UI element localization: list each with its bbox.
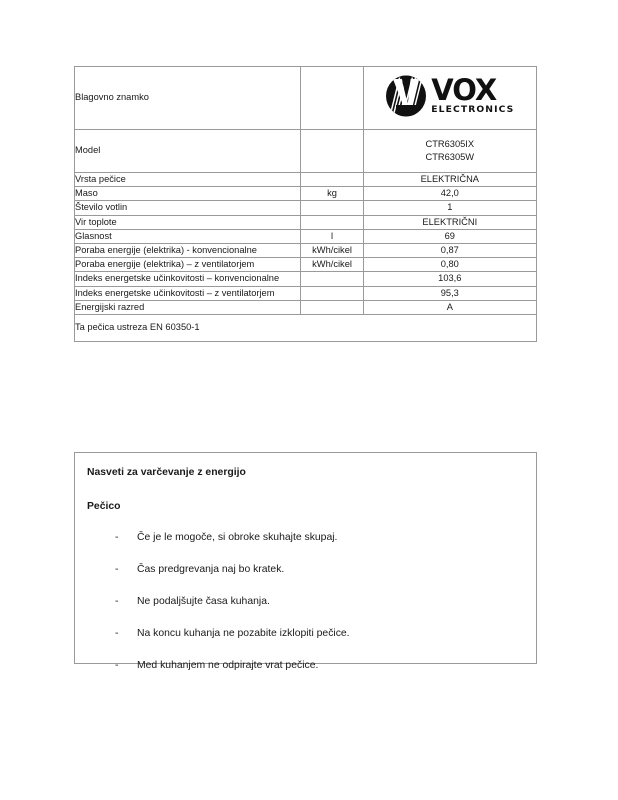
row-unit-energy-class [301,300,363,314]
list-item [85,628,526,639]
table-row-energy-class [75,300,537,314]
tip-text: Ne podaljšujte časa kuhanja. [137,596,270,607]
table-row-oven-type [75,173,537,187]
model-code-primary: CTR6305IX [425,138,475,149]
table-row-model [75,130,537,173]
row-unit-oven-type [301,173,363,187]
specification-table [74,66,537,342]
tip-text: Čas predgrevanja naj bo kratek. [137,564,285,575]
table-row-volume [75,229,537,243]
row-label-cavity-count: Število votlin [75,201,301,215]
tips-title: Nasveti za varčevanje z energijo [87,467,246,478]
row-value-energy-conventional: 0,87 [363,243,536,257]
standard-compliance-note: Ta pečica ustreza EN 60350-1 [75,314,537,341]
vox-logo [385,75,514,117]
row-label-eei-conventional: Indeks energetske učinkovitosti – konvencionalne [75,272,301,286]
row-value-energy-class: A [363,300,536,314]
row-value-eei-conventional: 103,6 [363,272,536,286]
row-value-oven-type: ELEKTRIČNA [363,173,536,187]
specification-table-body [75,67,537,342]
row-value-energy-fan: 0,80 [363,258,536,272]
table-row-eei-fan [75,286,537,300]
list-item [85,596,526,607]
row-unit-eei-fan [301,286,363,300]
list-item [85,564,526,575]
row-value-mass: 42,0 [363,187,536,201]
row-label-energy-class: Energijski razred [75,300,301,314]
table-row-standard-note [75,314,537,341]
row-label-eei-fan: Indeks energetske učinkovitosti – z ventilatorjem [75,286,301,300]
row-unit-energy-fan: kWh/cikel [301,258,363,272]
row-unit-eei-conventional [301,272,363,286]
vox-wordmark-text: VOX [431,73,497,108]
row-unit-mass: kg [301,187,363,201]
row-value-heat-source: ELEKTRIČNI [363,215,536,229]
row-value-volume: 69 [363,229,536,243]
list-item [85,532,526,543]
table-row-energy-fan [75,258,537,272]
tip-text: Na koncu kuhanja ne pozabite izklopiti pečice. [137,628,350,639]
table-row-mass [75,187,537,201]
row-label-brand: Blagovno znamko [75,67,301,130]
bullet-dash: - [115,532,119,543]
energy-saving-tips-box [74,452,537,671]
row-value-cavity-count: 1 [363,201,536,215]
bullet-dash: - [115,660,119,671]
tip-text: Med kuhanjem ne odpirajte vrat pečice. [137,660,319,671]
tips-list [85,532,526,671]
table-row-cavity-count [75,201,537,215]
model-code-secondary: CTR6305W [425,152,475,162]
row-label-oven-type: Vrsta pečice [75,173,301,187]
row-label-energy-fan: Poraba energije (elektrika) – z ventilatorjem [75,258,301,272]
table-row-eei-conventional [75,272,537,286]
row-unit-cavity-count [301,201,363,215]
bullet-dash: - [115,596,119,607]
row-label-mass: Maso [75,187,301,201]
bullet-dash: - [115,564,119,575]
row-label-volume: Glasnost [75,229,301,243]
row-unit-volume: l [301,229,363,243]
vox-tagline-text: ELECTRONICS [431,104,515,116]
vox-circle-v-mark-icon [385,75,427,117]
row-unit-energy-conventional: kWh/cikel [301,243,363,257]
row-label-energy-conventional: Poraba energije (elektrika) - konvencionalne [75,243,301,257]
row-unit-model [301,130,363,173]
table-row-energy-conventional [75,243,537,257]
row-value-eei-fan: 95,3 [363,286,536,300]
row-value-model [363,130,536,173]
table-row-heat-source [75,215,537,229]
bullet-dash: - [115,628,119,639]
tip-text: Če je le mogoče, si obroke skuhajte skupaj. [137,532,338,543]
vox-wordmark [431,73,515,116]
row-label-model: Model [75,130,301,173]
row-unit-brand [301,67,363,130]
table-row-brand [75,67,537,130]
row-unit-heat-source [301,215,363,229]
list-item [85,660,526,671]
tips-subtitle-oven: Pečico [87,501,121,512]
brand-logo-cell [363,67,536,130]
row-label-heat-source: Vir toplote [75,215,301,229]
